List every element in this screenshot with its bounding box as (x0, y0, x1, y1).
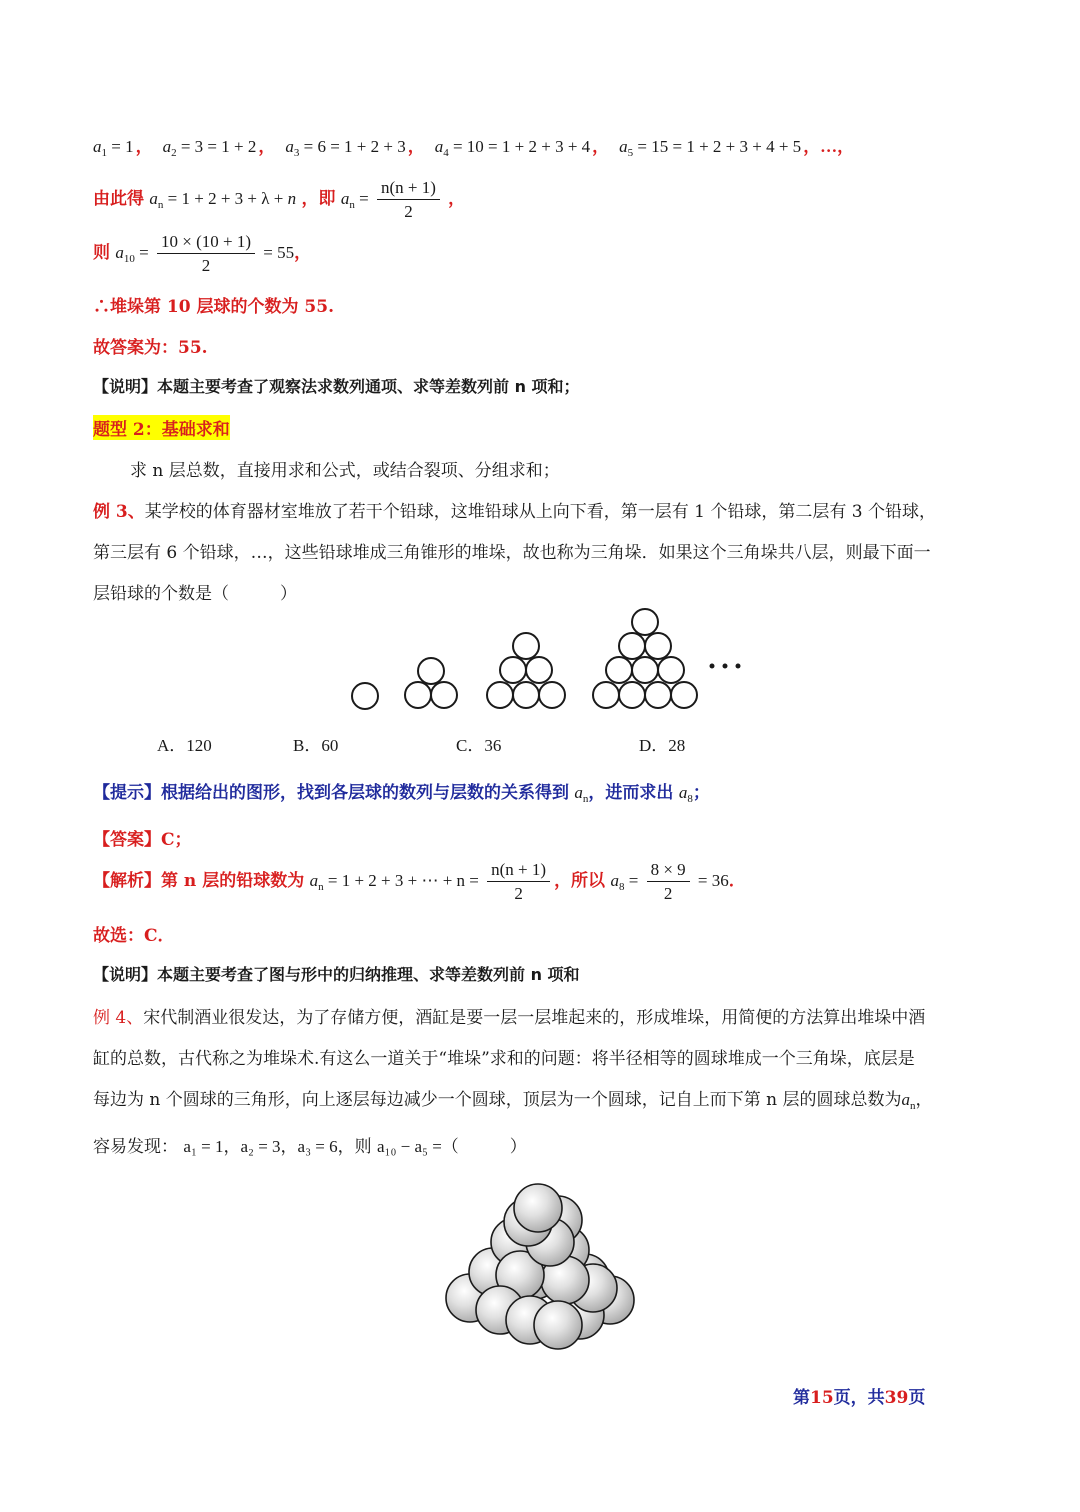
hint-a8: $a_8$ (678, 783, 693, 805)
sequence-term: $a_1 = 1$ (93, 137, 134, 159)
example4-line3 (93, 1085, 933, 1112)
example3-text1: 某学校的体育器材室堆放了若干个铅球，这堆铅球从上向下看，第一层有 1 个铅球，第二层有 3 个铅球， (144, 502, 936, 522)
general-term-line (93, 178, 465, 222)
example4-question: a₁₀ − a₅ =（ ） (377, 1137, 527, 1156)
sequence-term: $a_5 = 15 = 1 + 2 + 3 + 4 + 5$ (619, 137, 802, 159)
example4-terms: a₁ = 1，a₂ = 3，a₃ = 6，则 (183, 1137, 372, 1156)
sphere-stack-figure (340, 600, 760, 720)
sequence-term: $a_4 = 10 = 1 + 2 + 3 + 4$ (434, 137, 591, 159)
example3-line1 (93, 497, 936, 522)
choose-line: 故选：C． (93, 926, 175, 946)
separator: ， (135, 137, 153, 156)
stack-1-ball (352, 683, 378, 709)
example4-label: 例 4、 (93, 1008, 144, 1028)
text-namely: ，即 (301, 188, 336, 209)
solution-a8: $a_8$ = $\frac{8 \times 9}{2}$ = 36 (610, 860, 729, 903)
solution-so: ，所以 (554, 870, 606, 891)
hint-an: $a_n$ (574, 783, 589, 805)
example4-text3: 每边为 n 个圆球的三角形，向上逐层每边减少一个圆球，顶层为一个圆球，记自上而下第 n 层的圆球总数为 (93, 1090, 902, 1110)
general-term-formula: $a_n$ = $\frac{n(n + 1)}{2}$ (341, 189, 448, 208)
type2-heading: 题型 2：基础求和 (93, 415, 230, 440)
solution-sum: $a_n = 1 + 2 + 3$ + ⋯ + n = $\frac{n(n + 1)}{2}$ (310, 871, 554, 890)
a10-formula: $a_{10}$ = $\frac{10 \times (10 + 1)}{2}$ = 55 (115, 232, 295, 275)
sequence-terms-line (93, 132, 864, 159)
example3-line3: 层铅球的个数是（ ） (93, 584, 297, 604)
sequence-term: $a_3 = 6 = 1 + 2 + 3$ (285, 137, 406, 159)
example4-text1: 宋代制酒业很发达，为了存储方便，酒缸是要一层一层堆起来的，形成堆垛，用简便的方法算出堆垛中酒 (143, 1008, 926, 1028)
separator: ，…， (803, 137, 855, 156)
period: ． (728, 870, 746, 891)
stack-2 (405, 658, 457, 708)
text-derive: 由此得 (93, 188, 144, 209)
stack-4 (593, 609, 697, 708)
a10-line (93, 232, 311, 276)
example3-line2: 第三层有 6 个铅球，…，这些铅球堆成三角锥形的堆垛，故也称为三角垛．如果这个三角垛共八层，则最下面一 (93, 543, 931, 563)
explanation-note-1: 【说明】本题主要考查了观察法求数列通项、求等差数列前 n 项和； (93, 377, 580, 396)
separator: ， (258, 137, 276, 156)
example4-an: $a_n$ (901, 1090, 916, 1112)
hint-text: 【提示】根据给出的图形，找到各层球的数列与层数的关系得到 (93, 783, 569, 803)
answer-line: 故答案为：55. (93, 338, 208, 358)
conclusion-line: ∴堆垛第 10 层球的个数为 55. (93, 297, 334, 317)
explanation-note-2: 【说明】本题主要考查了图与形中的归纳推理、求等差数列前 n 项和 (93, 965, 580, 984)
example4-line1 (93, 1003, 925, 1028)
stack-3 (487, 633, 565, 708)
type2-description: 求 n 层总数，直接用求和公式，或结合裂项、分组求和； (130, 461, 560, 481)
ellipsis-dots (710, 664, 741, 669)
sphere-pyramid-figure (440, 1180, 640, 1350)
semicolon: ； (692, 783, 710, 803)
hint-line (93, 778, 710, 805)
comma: ， (448, 188, 466, 209)
solution-text: 【解析】第 n 层的铅球数为 (93, 870, 305, 891)
separator: ， (407, 137, 425, 156)
hint-text2: ，进而求出 (588, 783, 674, 803)
answer-c-line: 【答案】C； (93, 830, 192, 850)
comma: ， (915, 1090, 933, 1110)
separator: ， (592, 137, 610, 156)
page-footer: 第15页，共39页 (793, 1388, 926, 1408)
sequence-term: $a_2 = 3 = 1 + 2$ (162, 137, 257, 159)
example4-line2: 缸的总数，古代称之为堆垛术.有这么一道关于“堆垛”求和的问题：将半径相等的圆球堆成一个三角垛，底层是 (93, 1049, 915, 1069)
example3-label: 例 3、 (93, 502, 145, 522)
option-d: D．28 (639, 736, 686, 755)
example4-easy: 容易发现： (93, 1137, 178, 1157)
option-a: A．120 (157, 736, 212, 755)
comma: ， (294, 242, 312, 263)
text-then: 则 (93, 242, 110, 263)
option-b: B．60 (293, 736, 339, 755)
option-c: C．36 (456, 736, 502, 755)
example4-line4 (93, 1132, 527, 1157)
solution-line (93, 860, 746, 904)
general-term-sum: $a_n = 1 + 2 + 3 + \lambda + n$ (149, 188, 297, 211)
